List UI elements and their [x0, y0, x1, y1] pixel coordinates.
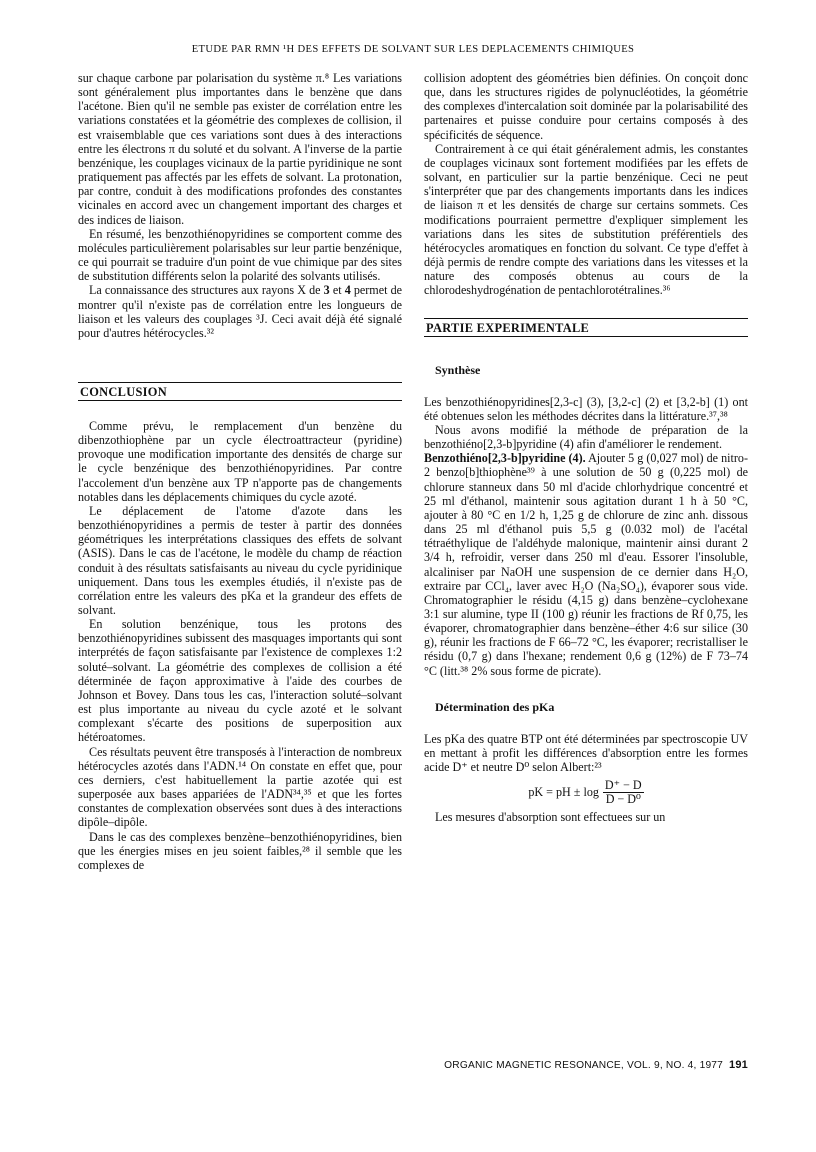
subsection-title-pka: Détermination des pKa [435, 699, 555, 714]
body-paragraph: En résumé, les benzothiénopyridines se comportent comme des molécules particulièrement polarisables sur leur partie benzénique, ce qui pourrait se traduire d'un point de vue chimique par des sites de substitution différents selon la polarité des solvants utilisés. [78, 226, 402, 284]
formula-denominator: D − D⁰ [605, 791, 641, 806]
body-paragraph: sur chaque carbone par polarisation du système π.⁸ Les variations sont généralement plus importantes dans le benzène que dans l'acétone. Bien qu'il ne semble pas exister de corrélation entre les variations constatées et la géométrie des complexes de collision, il est vraisemblable que ces variations sont dues à des interactions entre les électrons π du soluté et du solvant. A l'inverse de la partie benzénique, les couplages vicinaux de la partie pyridinique ne sont pratiquement pas affectés par les effets de solvant. La protonation, par contre, conduit à des modifications profondes des constantes vicinales en accord avec un changement important des charges et des indices de liaison. [78, 71, 402, 227]
text-run: permet de montrer qu'il n'existe pas de corrélation entre les longueurs de liaison et les valeurs des couplages ³J. Ceci avait déjà été signalé pour d'autres hétérocycles.³² [78, 283, 402, 340]
body-paragraph: Contrairement à ce qui était généralement admis, les constantes de couplages vicinaux sont fortement modifiées par les effets de solvant, en particulier sur la partie benzénique. Ceci ne peut s'interpréter que par des changements importants dans les indices de liaison π et les densités de charge sur certains sommets. Ces modifications pourraient permettre d'expliquer simplement les variations dans les sites de substitution préférentiels des hétérocycles aromatiques en fonction du solvant. Ce type d'effet à déjà permis de rendre compte des variations dans les vitesses et la nature des composés obtenus au cours de la chlorodeshydrogénation de pentachlorotétralines.³⁶ [424, 141, 748, 298]
right-column [424, 71, 748, 825]
body-paragraph: Ces résultats peuvent être transposés à l'interaction de nombreux hétérocycles azotés dans l'ADN.¹⁴ On constate en effet que, pour ces derniers, c'est habituellement la partie azotée qui est superposée aux bases appariées de l'ADN³⁴,³⁵ et que les fortes constantes de complexation observées sont dues à des interactions dipôle–dipôle. [78, 744, 402, 830]
body-paragraph: Nous avons modifié la méthode de préparation de la benzothiéno[2,3-b]pyridine (4) afin d'améliorer le rendement. [424, 422, 748, 452]
text-run: et [329, 283, 345, 298]
text-run: Ajouter 5 g (0,027 mol) de nitro-2 benzo[b]thiophène³⁹ à une solution de 50 g (0,225 mol) de chlorure stanneux dans 50 ml d'acide chlorhydrique concentré et 25 ml d'éthanol, maintenir sous agitation durant 1 h à 50 °C, ajouter à 80 °C en 1/2 h, 1,25 g de chlorure de zinc anh. dissous dans 25 ml d'éthanol puis 5,5 g (0.032 mol) de l'acétal tétraéthylique de l'aldéhyde malonique, maintenir ainsi durant 2 3/4 h, refroidir, verser dans 250 ml d'eau. Essorer l'insoluble, alcaliniser par NaOH une suspension de ce dernier dans H₂O, extraire par CCl₄, laver avec H₂O (Na₂SO₄), évaporer sous vide. Chromatographier le résidu (4,15 g) dans benzène–cyclohexane 3:1 sur alumine, type II (100 g) réunir les fractions de Rf 0,75, les évaporer, chromatographier dans benzène–éther 4:6 sur silice (30 g), réunir les fractions de F 66–72 °C, les évaporer; recristalliser le résidu (0,7 g) dans l'hexane; rendement 0,6 g (12%) de F 73–74 °C (litt.³⁸ 2% sous forme de picrate). [424, 451, 748, 678]
section-title-partie-experimentale: PARTIE EXPERIMENTALE [424, 318, 748, 337]
body-paragraph: Les pKa des quatre BTP ont été déterminées par spectroscopie UV en mettant à profit les différences d'absorption entre les formes acide D⁺ et neutre D⁰ selon Albert:²³ [424, 731, 748, 775]
left-column [78, 71, 402, 872]
running-head: ETUDE PAR RMN ¹H DES EFFETS DE SOLVANT SUR LES DEPLACEMENTS CHIMIQUES [191, 44, 635, 55]
pka-formula [424, 778, 748, 806]
body-paragraph: Dans le cas des complexes benzène–benzothiénopyridines, bien que les énergies mises en jeu soient faibles,²⁸ il semble que les complexes de [78, 829, 402, 872]
page-footer [430, 1059, 748, 1071]
procedure-heading: Benzothiéno[2,3-b]pyridine (4). [424, 451, 586, 466]
body-paragraph: En solution benzénique, tous les protons des benzothiénopyridines subissent des masquages importants qui sont interprétés de façon satisfaisante par l'existence de complexes 1:2 soluté–solvant. La géométrie des complexes de collision a été déterminée de façon approximative à l'aide des courbes de Johnson et Bovey. Dans tous les cas, l'interaction soluté–solvant est plus importante au niveau du cycle azoté et le solvant complexant s'écarte des positions de superposition aux hétéroatomes. [78, 617, 402, 745]
page-number: 191 [729, 1059, 748, 1071]
body-paragraph: Les benzothiénopyridines[2,3-c] (3), [3,2-c] (2) et [3,2-b] (1) ont été obtenues selon les méthodes décrites dans la littérature.³⁷,³⁸ [424, 394, 748, 423]
body-paragraph [424, 451, 748, 678]
formula-fraction [603, 779, 644, 806]
body-paragraph [78, 283, 402, 340]
body-paragraph: Comme prévu, le remplacement d'un benzène du dibenzothiophène par un cycle électroattracteur (pyridine) provoque une modification importante des densités de charge sur le cycle benzénique des benzothiénopyridines. Par contre l'accolement d'un benzène aux TP n'apporte pas de changements notables dans les déplacements chimiques du cycle azoté. [78, 418, 402, 504]
section-title-conclusion: CONCLUSION [78, 382, 402, 401]
formula-lhs: pK = pH ± log [528, 784, 599, 799]
formula-numerator: D⁺ − D [604, 777, 642, 792]
body-paragraph: Les mesures d'absorption sont effectuees sur un [435, 810, 666, 825]
subsection-title-synthese: Synthèse [435, 362, 481, 377]
compound-number: 3 [323, 283, 330, 298]
compound-number: 4 [344, 283, 351, 298]
journal-citation: ORGANIC MAGNETIC RESONANCE, VOL. 9, NO. 4, 1977 [444, 1060, 724, 1071]
body-paragraph: collision adoptent des géométries bien définies. On conçoit donc que, dans les structures rigides de polynucléotides, la géométrie des complexes d'intercalation soit dominée par la polarisabilité des partenaires et puisse conduire pour certains composés à des spécificités de séquence. [424, 71, 748, 142]
body-paragraph: Le déplacement de l'atome d'azote dans les benzothiénopyridines a permis de tester à partir des données géométriques les interprétations classiques des effets de solvant (ASIS). Dans le cas de l'acétone, le modèle du champ de réaction conduit à des résultats satisfaisants au niveau du cycle pyridinique uniquement. Dans tous les exemples étudiés, il n'existe pas de corrélation entre les valeurs des pKa et la grandeur des effets de solvant. [78, 503, 402, 617]
text-run: La connaissance des structures aux rayons X de [89, 283, 324, 298]
